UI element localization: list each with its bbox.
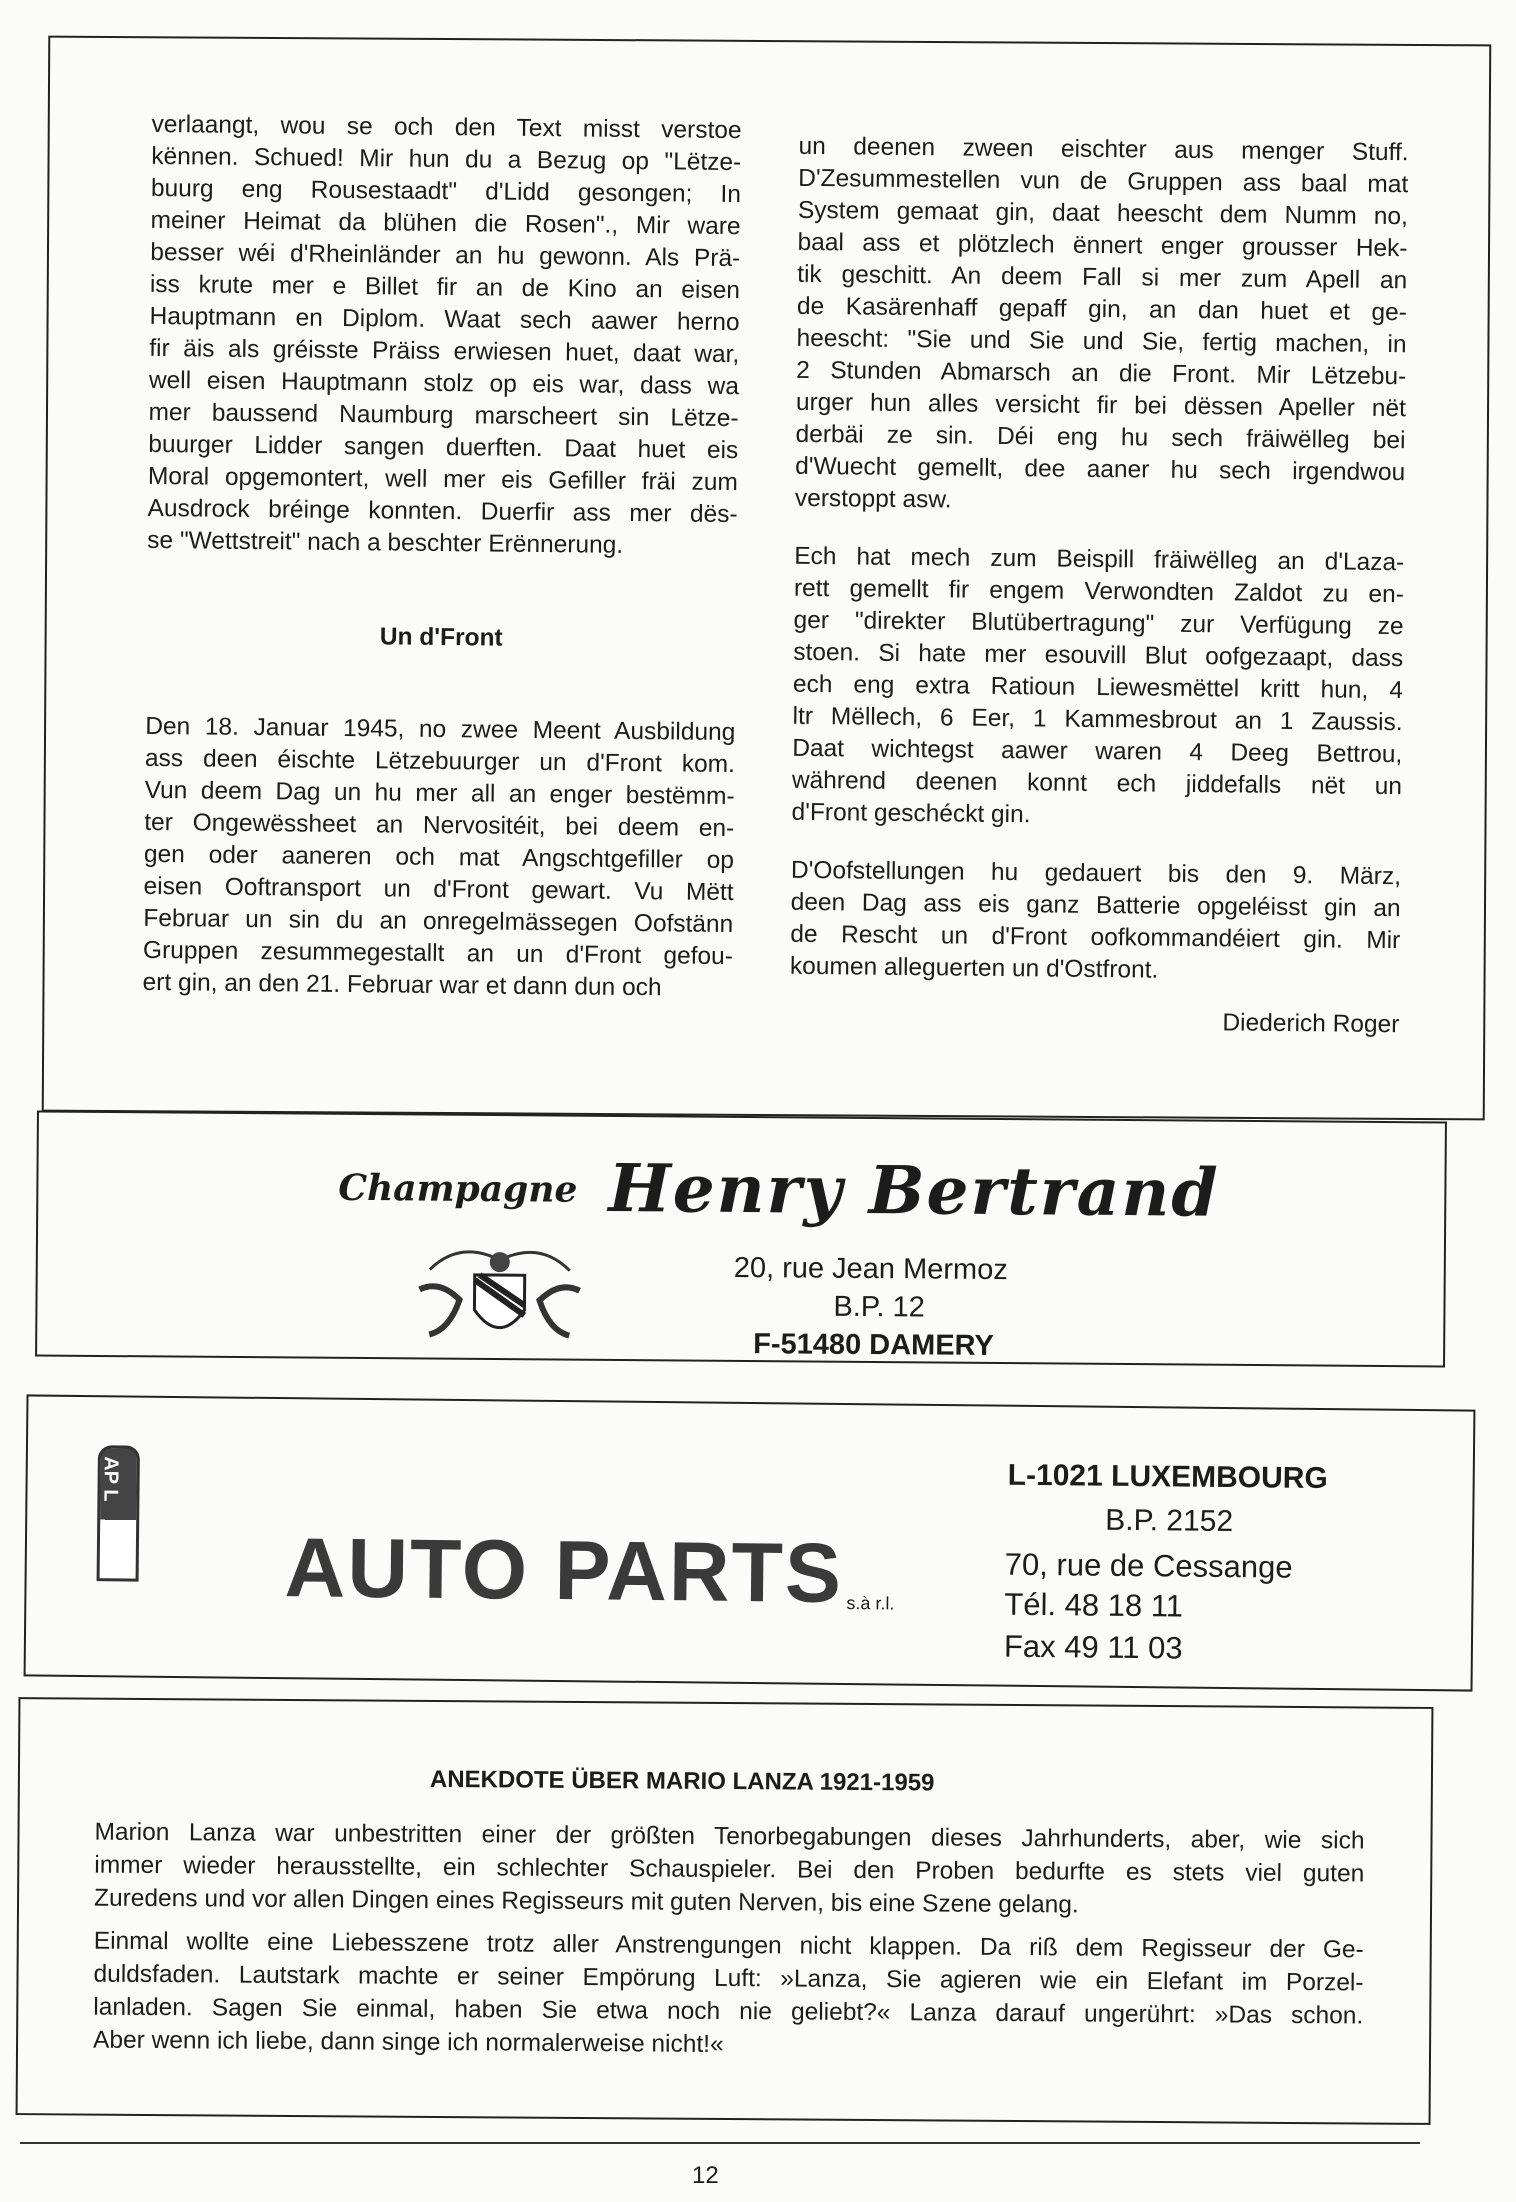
text-line: Ausdrock bréinge konnten. Duerfir ass mer dës- xyxy=(147,494,738,529)
text-line: meiner Heimat da blühen die Rosen"., Mir ware xyxy=(150,206,741,241)
text-line: stoen. Si hate mer esouvill Blut oofgezaapt, dass xyxy=(793,638,1404,673)
text-line: Februar un sin du an onregelmässegen Oofstänn xyxy=(143,904,734,939)
text-line: besser wéi d'Rheinländer an hu gewonn. Als Prä- xyxy=(150,238,741,273)
text-line: un deenen zween eischter aus menger Stuff. xyxy=(798,132,1409,167)
text-line: Daat wichtegst aawer waren 4 Deeg Bettrou, xyxy=(792,734,1403,769)
anecdote-title: ANEKDOTE ÜBER MARIO LANZA 1921-1959 xyxy=(429,1765,935,1797)
text-line: heescht: "Sie und Sie und Sie, fertig machen, in xyxy=(796,324,1407,359)
anecdote-para2 xyxy=(93,1925,1364,2066)
champagne-brand: Henry Bertrand xyxy=(608,1148,1220,1232)
coat-of-arms-icon xyxy=(409,1239,590,1350)
text-line: ert gin, an den 21. Februar war et dann dun och xyxy=(142,968,662,1002)
section-heading: Un d'Front xyxy=(379,623,503,652)
page-number: 12 xyxy=(692,2162,719,2189)
autoparts-bp: B.P. 2152 xyxy=(1105,1503,1234,1539)
text-line: kënnen. Schued! Mir hun du a Bezug op "Lëtze- xyxy=(151,142,742,177)
text-line: derbäi ze sin. Déi eng hu sech fräiwëlleg bei xyxy=(795,420,1406,455)
text-line: Moral opgemontert, well mer eis Gefiller fräi zum xyxy=(147,462,739,497)
champagne-bp: B.P. 12 xyxy=(833,1290,925,1324)
text-line: baal ass et plötzlech ënnert enger grousser Hek- xyxy=(797,228,1408,263)
autoparts-tel: Tél. 48 18 11 xyxy=(1004,1586,1184,1624)
text-line: ger "direkter Blutübertragung" zur Verfügung ze xyxy=(793,606,1404,641)
text-line: Marion Lanza war unbestritten einer der größten Tenorbegabungen dieses Jahrhunderts, aber, wie sich xyxy=(94,1818,1365,1855)
text-line: d'Front geschéckt gin. xyxy=(791,798,1031,829)
text-line: Zuredens und vor allen Dingen eines Regisseurs mit guten Nerven, bis eine Szene gelang. xyxy=(93,1884,1079,1919)
text-line: lanladen. Sagen Sie einmal, haben Sie etwa noch nie geliebt?« Lanza darauf ungerührt: »Das schon. xyxy=(93,1993,1364,2030)
autoparts-suffix: s.à r.l. xyxy=(846,1593,895,1614)
article-right-para2 xyxy=(791,541,1404,835)
text-line: d'Wuecht gemellt, dee aaner hu sech irgendwou xyxy=(795,452,1406,487)
autoparts-logo-text: AP L xyxy=(99,1456,122,1502)
text-line: Einmal wollte eine Liebesszene trotz aller Anstrengungen nicht klappen. Da riß dem Regisseur der Ge- xyxy=(93,1927,1364,1964)
text-line: 2 Stunden Abmarsch an die Front. Mir Lëtzebu- xyxy=(796,356,1407,391)
article-left-para2 xyxy=(142,711,735,1005)
bottom-rule xyxy=(20,2142,1420,2144)
text-line: mer baussend Naumburg marscheert sin Lëtze- xyxy=(148,398,739,433)
text-line: fir äis als gréisste Präiss erwiesen huet, daat war, xyxy=(149,334,740,369)
text-line: Gruppen zesummegestallt an un d'Front gefou- xyxy=(142,936,734,971)
author-signature: Diederich Roger xyxy=(1222,1009,1400,1039)
text-line: verstoppt asw. xyxy=(794,484,952,514)
autoparts-fax: Fax 49 11 03 xyxy=(1003,1628,1183,1666)
anecdote-body xyxy=(93,1816,1365,2086)
text-line: Hauptmann en Diplom. Waat sech aawer herno xyxy=(149,302,740,337)
text-line: Vun deem Dag un hu mer all an enger bestëmm- xyxy=(144,776,735,811)
text-line: de Kasärenhaff gepaff gin, an dan huet et ge- xyxy=(796,292,1408,327)
text-line: während deenen konnt ech jiddefalls nët un xyxy=(791,766,1403,801)
text-line: tik geschitt. An deem Fall si mer zum Apell an xyxy=(797,260,1408,295)
article-left-column xyxy=(142,109,741,1025)
text-line: buurger Lidder sangen duerften. Daat huet eis xyxy=(148,430,739,465)
autoparts-name: AUTO PARTS xyxy=(284,1520,844,1620)
article-right-column xyxy=(789,131,1408,1041)
text-line: ass deen éischte Lëtzebuurger un d'Front kom. xyxy=(144,744,736,779)
autoparts-ad xyxy=(24,1394,1476,1691)
text-line: koumen alleguerten un d'Ostfront. xyxy=(789,952,1159,984)
text-line: de Rescht un d'Front oofkommandéiert gin. Mir xyxy=(790,920,1401,955)
text-line: verlaangt, wou se och den Text misst verstoe xyxy=(151,110,742,145)
text-line: D'Oofstellungen hu gedauert bis den 9. März, xyxy=(790,856,1402,891)
text-line: urger hun alles versicht fir bei dëssen Apeller nët xyxy=(795,388,1407,423)
text-line: iss krute mer e Billet fir an de Kino an eisen xyxy=(149,270,741,305)
text-line: deen Dag ass eis ganz Batterie opgeléisst gin an xyxy=(790,888,1401,923)
champagne-ad xyxy=(35,1110,1447,1367)
article-right-para1 xyxy=(795,131,1409,521)
text-line: Aber wenn ich liebe, dann singe ich normalerweise nicht!« xyxy=(92,2026,724,2058)
text-line: System gemaat gin, daat heescht dem Numm no, xyxy=(797,196,1409,231)
champagne-prefix: Champagne xyxy=(338,1166,578,1211)
autoparts-logo xyxy=(97,1445,140,1581)
text-line: D'Zesummestellen vun de Gruppen ass baal mat xyxy=(798,164,1409,199)
autoparts-street: 70, rue de Cessange xyxy=(1004,1546,1293,1585)
text-line: ech eng extra Ratioun Liewesmëttel kritt hun, 4 xyxy=(792,670,1404,705)
article-right-para3 xyxy=(790,855,1401,989)
champagne-city: F-51480 DAMERY xyxy=(753,1328,994,1362)
text-line: ltr Mëllech, 6 Eer, 1 Kammesbrout an 1 Zaussis. xyxy=(792,702,1403,737)
champagne-street: 20, rue Jean Mermoz xyxy=(733,1251,1008,1287)
text-line: ter Ongewëssheet an Nervositéit, bei deem en- xyxy=(144,808,735,843)
text-line: se "Wettstreit" nach a beschter Erënnerung. xyxy=(147,526,624,559)
text-line: Den 18. Januar 1945, no zwee Meent Ausbildung xyxy=(145,712,736,747)
anecdote-para1 xyxy=(94,1816,1365,1924)
text-line: immer wieder herausstellte, ein schlechter Schauspieler. Bei den Proben bedurfte es stets viel guten xyxy=(94,1851,1365,1888)
article-left-para1 xyxy=(147,109,742,563)
text-line: well eisen Hauptmann stolz op eis war, dass wa xyxy=(148,366,740,401)
text-line: rett gemellt fir engem Verwondten Zaldot zu en- xyxy=(793,574,1405,609)
autoparts-city: L-1021 LUXEMBOURG xyxy=(1007,1458,1328,1496)
text-line: gen oder aaneren och mat Angschtgefiller op xyxy=(143,840,735,875)
text-line: eisen Ooftransport un d'Front gewart. Vu Mëtt xyxy=(143,872,734,907)
text-line: buurg eng Rousestaadt" d'Lidd gesongen; In xyxy=(150,174,742,209)
text-line: Ech hat mech zum Beispill fräiwëlleg an d'Laza- xyxy=(794,542,1405,577)
anecdote-box xyxy=(16,1697,1434,2125)
text-line: duldsfaden. Lautstark machte er seiner Empörung Luft: »Lanza, Sie agieren wie ein Elefant im Porzel- xyxy=(93,1960,1364,1997)
